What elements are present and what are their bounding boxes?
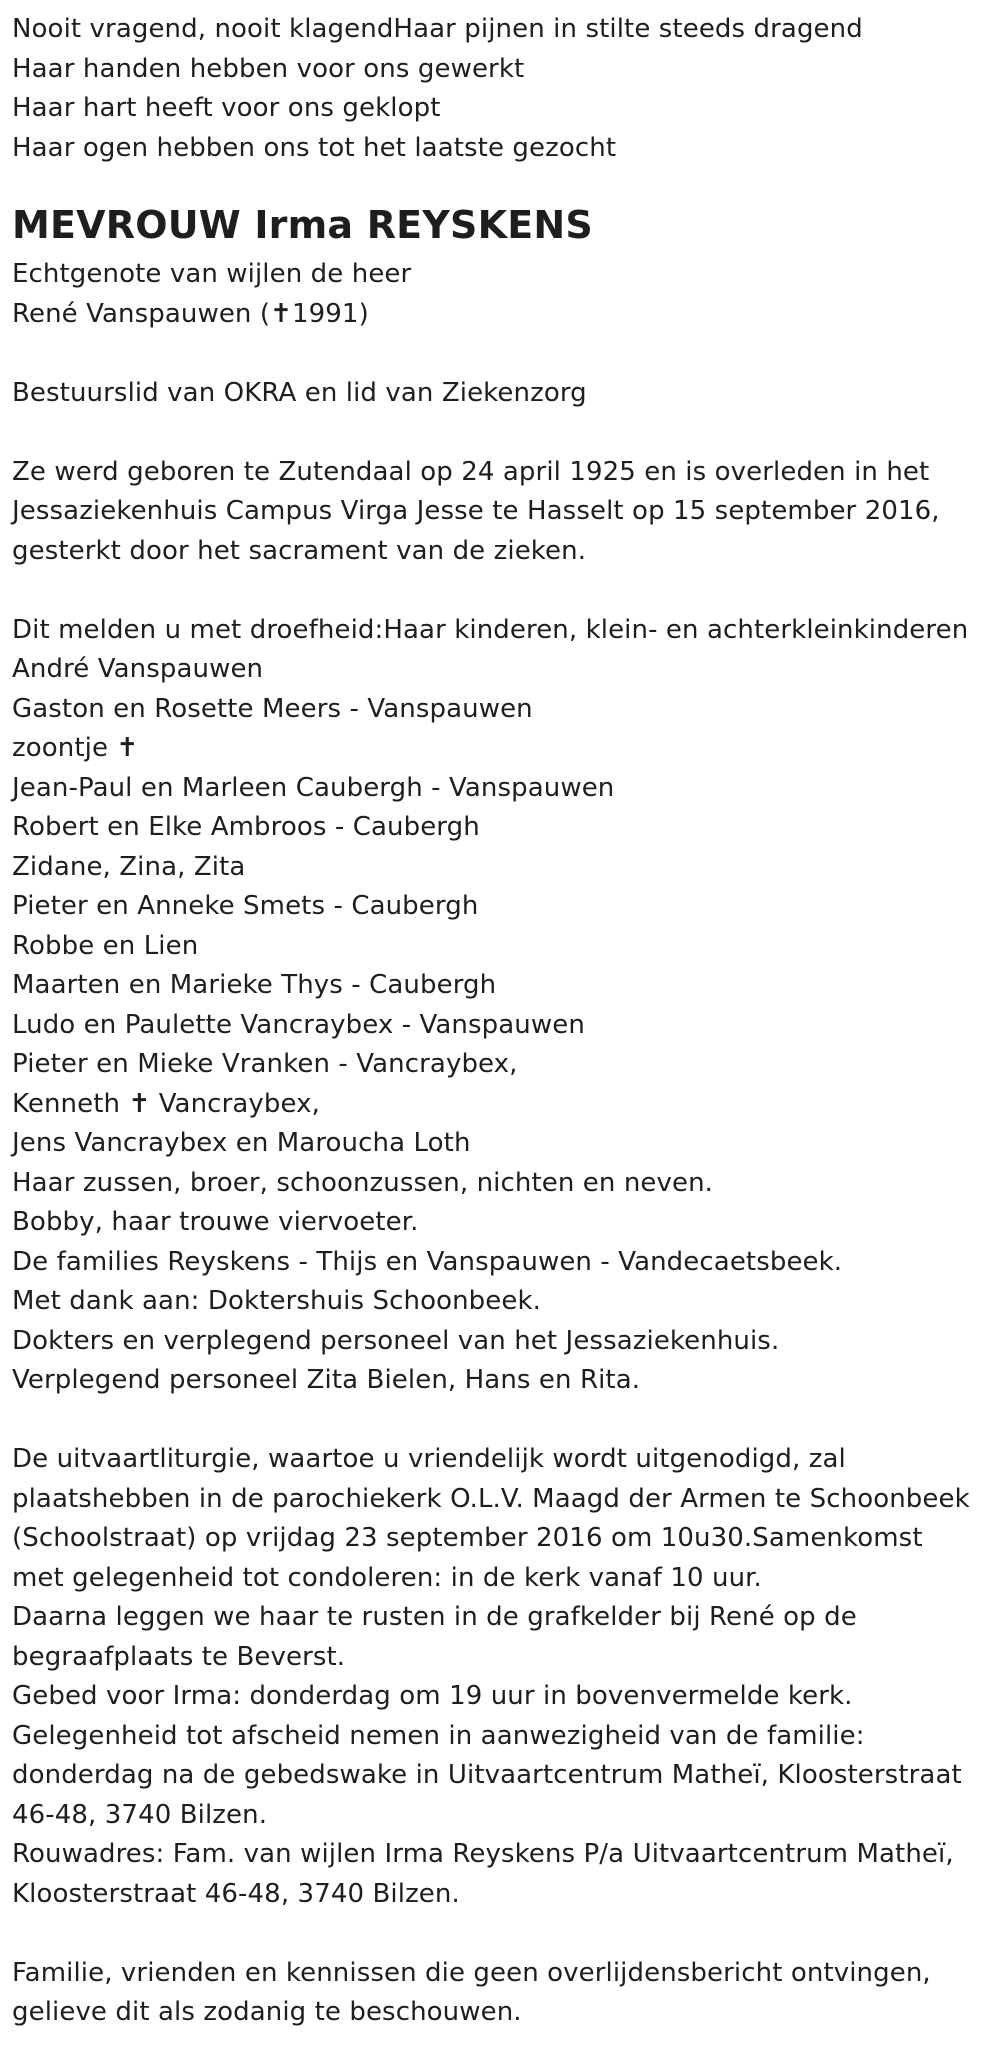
paragraph-gap [12,334,1000,374]
family-line: Kenneth ✝ Vancraybex, [12,1088,320,1119]
page-title: MEVROUW Irma REYSKENS [12,203,593,247]
spouse-line: Echtgenote van wijlen de heer [12,259,412,289]
birth-death-line: gesterkt door het sacrament van de zieken. [12,535,587,566]
family-line: Dokters en verplegend personeel van het Jessaziekenhuis. [12,1325,780,1356]
funeral-line: plaatshebben in de parochiekerk O.L.V. Maagd der Armen te Schoonbeek [12,1483,970,1514]
family-line: Jean-Paul en Marleen Caubergh - Vanspauwen [12,772,615,803]
paragraph-gap [12,571,1000,611]
family-line: Gaston en Rosette Meers - Vanspauwen [12,693,533,724]
poem-line: Haar hart heeft voor ons geklopt [12,93,441,123]
closing-line: gelieve dit als zodanig te beschouwen. [12,1997,522,2027]
funeral-line: Gelegenheid tot afscheid nemen in aanwezigheid van de familie: [12,1720,865,1751]
family-line: Ludo en Paulette Vancraybex - Vanspauwen [12,1009,585,1040]
paragraph-gap [12,1914,1000,1954]
family-line: Pieter en Anneke Smets - Caubergh [12,891,479,921]
funeral-line: (Schoolstraat) op vrijdag 23 september 2016 om 10u30.Samenkomst [12,1523,923,1553]
family-line: Pieter en Mieke Vranken - Vancraybex, [12,1049,518,1079]
family-line: Bobby, haar trouwe viervoeter. [12,1207,419,1237]
poem-line: Haar handen hebben voor ons gewerkt [12,53,525,84]
paragraph-gap [12,413,1000,453]
family-line: Dit melden u met droefheid:Haar kinderen, klein- en achterkleinkinderen [12,614,969,645]
family-line: Robbe en Lien [12,930,199,961]
poem-line: Nooit vragend, nooit klagendHaar pijnen in stilte steeds dragend [12,14,863,44]
family-line: Maarten en Marieke Thys - Caubergh [12,970,497,1000]
funeral-info [12,1440,1000,1914]
birth-death-line: Jessaziekenhuis Campus Virga Jesse te Hasselt op 15 september 2016, [12,496,940,526]
family-line: Robert en Elke Ambroos - Caubergh [12,812,480,842]
funeral-line: Daarna leggen we haar te rusten in de grafkelder bij René op de [12,1602,857,1632]
poem-line: Haar ogen hebben ons tot het laatste gezocht [12,132,617,163]
paragraph-gap [12,1401,1000,1441]
funeral-line: Rouwadres: Fam. van wijlen Irma Reyskens P/a Uitvaartcentrum Matheï, [12,1839,954,1869]
funeral-line: 46-48, 3740 Bilzen. [12,1799,268,1830]
family-list [12,611,1000,1401]
poem [12,10,1000,168]
family-line: Haar zussen, broer, schoonzussen, nichten en neven. [12,1167,714,1198]
closing-note [12,1954,1000,2033]
membership-info [12,374,1000,414]
spouse-line: René Vanspauwen (✝1991) [12,298,369,329]
funeral-line: donderdag na de gebedswake in Uitvaartcentrum Matheï, Kloosterstraat [12,1760,962,1790]
funeral-line: met gelegenheid tot condoleren: in de kerk vanaf 10 uur. [12,1562,762,1593]
family-line: André Vanspauwen [12,654,264,684]
family-line: Met dank aan: Doktershuis Schoonbeek. [12,1286,541,1316]
spouse-info [12,255,1000,334]
family-line: zoontje ✝ [12,733,139,763]
family-line: Jens Vancraybex en Maroucha Loth [12,1128,471,1158]
closing-line: Familie, vrienden en kennissen die geen overlijdensbericht ontvingen, [12,1957,931,1988]
family-line: De families Reyskens - Thijs en Vanspauwen - Vandecaetsbeek. [12,1246,843,1277]
family-line: Zidane, Zina, Zita [12,851,246,882]
funeral-line: De uitvaartliturgie, waartoe u vriendelijk wordt uitgenodigd, zal [12,1444,846,1474]
funeral-line: begraafplaats te Beverst. [12,1641,346,1672]
birth-death-info [12,453,1000,572]
funeral-line: Gebed voor Irma: donderdag om 19 uur in bovenvermelde kerk. [12,1681,853,1711]
family-line: Verplegend personeel Zita Bielen, Hans en Rita. [12,1365,641,1395]
membership-line: Bestuurslid van OKRA en lid van Ziekenzorg [12,377,587,408]
birth-death-line: Ze werd geboren te Zutendaal op 24 april 1925 en is overleden in het [12,456,930,487]
funeral-line: Kloosterstraat 46-48, 3740 Bilzen. [12,1878,460,1909]
